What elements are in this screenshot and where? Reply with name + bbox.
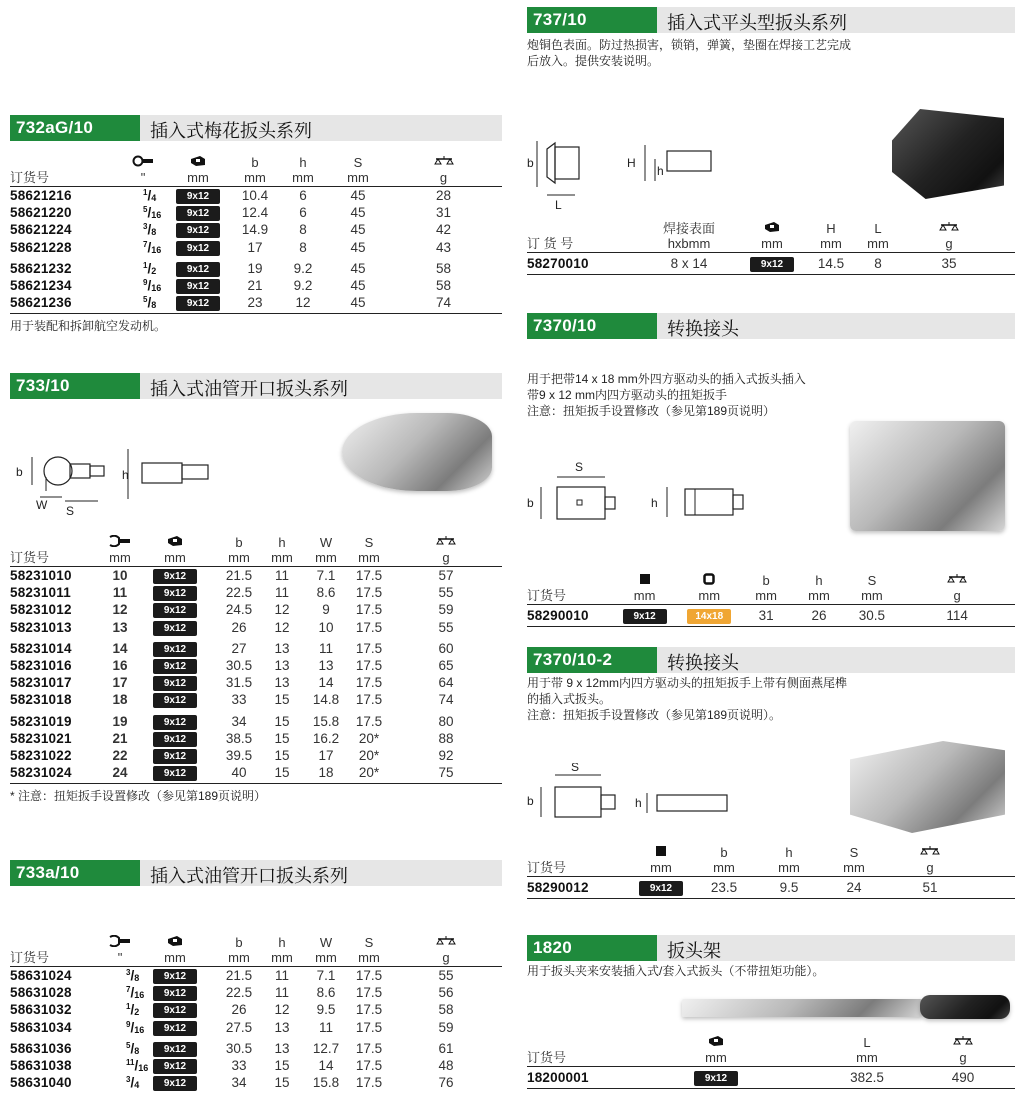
drive-size-badge: 9x12: [153, 1003, 197, 1018]
section-note: * 注意：扭矩扳手设置修改（参见第189页说明）: [10, 783, 502, 804]
table-row: 58231011 11 9x12 22.5 11 8.6 17.5 55: [10, 585, 454, 601]
table-row: 58231024 24 9x12 40 15 18 20* 75: [10, 765, 454, 781]
section-description: 用于带 9 x 12mm内四方驱动头的扭矩扳手上带有侧面燕尾榫 的插入式扳头。 注意：扭矩扳手设置修改（参见第189页说明）。: [527, 676, 848, 722]
drive-size-badge: 9x12: [153, 766, 197, 781]
scale-icon: [390, 535, 502, 550]
section-header: [10, 860, 502, 886]
drive-size-badge: 9x12: [176, 262, 220, 277]
drive-size-badge: 9x12: [153, 676, 197, 691]
table-body: [10, 967, 502, 1091]
drive-size-badge: 9x12: [176, 189, 220, 204]
size-fraction: $^1/_2$: [126, 1002, 140, 1018]
table-row: 58231010 10 9x12 21.5 11 7.1 17.5 57: [10, 568, 454, 584]
square-solid-icon: [609, 573, 680, 588]
size-fraction: $^{11}/_{16}$: [126, 1058, 149, 1074]
drive-size-badge: 9x12: [153, 715, 197, 730]
section-code: 7370/10-2: [527, 647, 657, 673]
table-header: 订 货 号 焊接表面 hxbmm mm H mm L mm g: [527, 217, 1015, 253]
section-title: 转换接头: [657, 313, 1015, 339]
product-figure: [527, 69, 1015, 217]
section-733: [10, 373, 502, 804]
drive-size-badge: 9x12: [153, 969, 197, 984]
section-header: [10, 115, 502, 141]
svg-text:W: W: [36, 498, 48, 512]
svg-text:h: h: [657, 164, 664, 178]
table-row: 58621234 $^9/_{16}$ 9x12 21 9.2 45 58: [10, 278, 452, 294]
size-fraction: $^7/_{16}$: [126, 985, 145, 1001]
size-fraction: $^3/_8$: [126, 968, 140, 984]
square-hollow-icon: [680, 573, 739, 588]
table-body: [10, 567, 502, 781]
product-photo: [850, 741, 1005, 833]
col-b: b mm: [244, 155, 266, 185]
table-header: 订货号 mm mm b mm h mm S mm g: [527, 569, 1015, 605]
product-photo: [850, 421, 1005, 531]
table-row: 58621220 $^5/_{16}$ 9x12 12.4 6 45 31: [10, 205, 452, 221]
schematic-diagram: [527, 137, 727, 217]
size-fraction: $^9/_{16}$: [143, 278, 162, 294]
section-code: 1820: [527, 935, 657, 961]
table-header: 订货号 mm L mm g: [527, 1031, 1015, 1067]
wrench-open-icon: [108, 935, 132, 950]
section-732ag: [10, 115, 502, 334]
schematic-diagram: [10, 429, 230, 529]
drive-size-badge: 9x12: [153, 1076, 197, 1091]
table-row: 58231013 13 9x12 26 12 10 17.5 55: [10, 619, 454, 635]
table-row: 58631034 $^9/_{16}$ 9x12 27.5 13 11 17.5 59: [10, 1019, 454, 1035]
drive-size-badge: 9x12: [153, 749, 197, 764]
table-row: 58631036 $^5/_8$ 9x12 30.5 13 12.7 17.5 61: [10, 1040, 454, 1056]
svg-text:h: h: [122, 468, 129, 482]
section-title: 扳头架: [657, 935, 1015, 961]
section-733a: [10, 860, 502, 1091]
scale-icon: [887, 845, 973, 860]
drive-size-badge: 9x12: [176, 206, 220, 221]
table-row: 58621232 $^1/_2$ 9x12 19 9.2 45 58: [10, 260, 452, 276]
size-fraction: $^3/_4$: [126, 1075, 140, 1091]
drive-size-badge: 9x12: [176, 241, 220, 256]
product-photo: [342, 413, 492, 491]
schematic-diagram: [527, 763, 757, 853]
section-code: 732aG/10: [10, 115, 140, 141]
size-fraction: $^5/_8$: [143, 295, 157, 311]
table-row: 58631032 $^1/_2$ 9x12 26 12 9.5 17.5 58: [10, 1002, 454, 1018]
section-header: [527, 7, 1015, 33]
size-fraction: $^7/_{16}$: [143, 239, 162, 255]
svg-text:S: S: [66, 504, 75, 518]
col-key: ": [125, 155, 161, 185]
table-row: 18200001 9x12 382.5 490: [527, 1067, 1015, 1089]
col-S: S mm: [347, 155, 369, 185]
svg-text:b: b: [527, 496, 534, 510]
schematic-diagram: [527, 459, 757, 559]
section-header: [527, 313, 1015, 339]
drive-size-badge: 9x12: [153, 621, 197, 636]
table-row: 58231016 16 9x12 30.5 13 13 17.5 65: [10, 658, 454, 674]
section-title: 插入式梅花扳头系列: [140, 115, 502, 141]
drive-size-badge: 9x12: [153, 569, 197, 584]
svg-text:S: S: [571, 763, 580, 774]
table-header: [10, 149, 502, 187]
section-7370-2: [527, 647, 1015, 899]
section-737: [527, 7, 1015, 275]
svg-text:S: S: [575, 460, 584, 474]
svg-text:b: b: [16, 465, 23, 479]
table-row: 58631038 $^{11}/_{16}$ 9x12 33 15 14 17.5 48: [10, 1058, 454, 1074]
section-description: 用于把带14 x 18 mm外四方驱动头的插入式扳头插入 带9 x 12 mm内四方驱动头的扭矩扳手 注意：扭矩扳手设置修改（参见第189页说明）: [527, 372, 806, 418]
section-description: 炮铜色表面。防过热损害，锁销，弹簧，垫圈在焊接工艺完成 后放入。提供安装说明。: [527, 38, 852, 68]
section-title: 插入式油管开口扳头系列: [140, 860, 502, 886]
section-header: [10, 373, 502, 399]
square-drive-icon: [132, 535, 218, 550]
svg-text:b: b: [527, 156, 534, 170]
product-photo: [892, 109, 1004, 199]
table-row: 58631028 $^7/_{16}$ 9x12 22.5 11 8.6 17.5 56: [10, 985, 454, 1001]
product-photo: [682, 999, 922, 1017]
square-drive-icon: [161, 155, 235, 170]
size-fraction: $^5/_{16}$: [143, 205, 162, 221]
square-drive-icon: [631, 1035, 801, 1050]
size-fraction: $^1/_4$: [143, 188, 157, 204]
drive-size-badge: 9x12: [153, 659, 197, 674]
col-order: 订货号: [10, 170, 50, 185]
section-description: 用于扳头夹来安装插入式/套入式扳头（不带扭矩功能）。: [527, 964, 825, 978]
product-figure: [527, 979, 1015, 1031]
drive-size-badge: 9x12: [153, 642, 197, 657]
section-code: 733a/10: [10, 860, 140, 886]
drive-size-badge: 9x12: [153, 1059, 197, 1074]
table-row: 58621216 $^1/_4$ 9x12 10.4 6 45 28: [10, 188, 452, 204]
table-row: 58290010 9x12 14x18 31 26 30.5 114: [527, 605, 1015, 627]
product-figure: [527, 419, 1015, 569]
svg-text:L: L: [555, 198, 562, 212]
wrench-open-icon: [108, 535, 132, 550]
svg-text:h: h: [635, 796, 642, 810]
table-row: 58231014 14 9x12 27 13 11 17.5 60: [10, 640, 454, 656]
svg-text:b: b: [527, 794, 534, 808]
table-row: 58231017 17 9x12 31.5 13 14 17.5 64: [10, 675, 454, 691]
drive-size-badge: 9x12: [153, 1042, 197, 1057]
svg-text:h: h: [651, 496, 658, 510]
product-photo-grip: [920, 995, 1010, 1019]
col-square: mm: [161, 155, 235, 185]
table-row: 58631040 $^3/_4$ 9x12 34 15 15.8 17.5 76: [10, 1075, 454, 1091]
col-h: h mm: [292, 155, 314, 185]
size-fraction: $^1/_2$: [143, 260, 157, 276]
product-figure: [10, 399, 502, 525]
drive-size-badge: 9x12: [176, 279, 220, 294]
section-title: 转换接头: [657, 647, 1015, 673]
drive-size-badge: 9x12: [153, 586, 197, 601]
table-header: 订货号 mm mm b mm h mm W mm S mm g: [10, 525, 502, 567]
scale-icon: [385, 155, 502, 170]
table-row: 58231018 18 9x12 33 15 14.8 17.5 74: [10, 692, 454, 708]
scale-icon: [933, 1035, 993, 1050]
size-fraction: $^9/_{16}$: [126, 1019, 145, 1035]
drive-size-badge: 9x12: [176, 223, 220, 238]
scale-icon: [899, 221, 999, 236]
square-drive-icon: [739, 221, 805, 236]
drive-size-badge: 9x12: [153, 986, 197, 1001]
drive-size-badge: 9x12: [153, 732, 197, 747]
scale-icon: [390, 935, 502, 950]
table-row: 58231019 19 9x12 34 15 15.8 17.5 80: [10, 713, 454, 729]
svg-text:H: H: [627, 156, 636, 170]
section-note: 用于装配和拆卸航空发动机。: [10, 313, 502, 334]
table-header: 订货号 " mm b mm h mm W mm S mm g: [10, 931, 502, 967]
product-figure: [527, 723, 1015, 841]
table-row: 58231022 22 9x12 39.5 15 17 20* 92: [10, 747, 454, 763]
table-row: 58231012 12 9x12 24.5 12 9 17.5 59: [10, 602, 454, 618]
section-title: 插入式油管开口扳头系列: [140, 373, 502, 399]
table-row: 58621236 $^5/_8$ 9x12 23 12 45 74: [10, 295, 452, 311]
section-code: 7370/10: [527, 313, 657, 339]
section-header: [527, 647, 1015, 673]
table-row: 58621228 $^7/_{16}$ 9x12 17 8 45 43: [10, 239, 452, 255]
section-code: 737/10: [527, 7, 657, 33]
table-row: 58621224 $^3/_8$ 9x12 14.9 8 45 42: [10, 222, 452, 238]
square-drive-icon: [132, 935, 218, 950]
size-fraction: $^3/_8$: [143, 222, 157, 238]
section-title: 插入式平头型扳头系列: [657, 7, 1015, 33]
section-1820: [527, 935, 1015, 1089]
scale-icon: [899, 573, 1015, 588]
table-row: 58231021 21 9x12 38.5 15 16.2 20* 88: [10, 730, 454, 746]
table-row: 58631024 $^3/_8$ 9x12 21.5 11 7.1 17.5 55: [10, 968, 454, 984]
drive-size-badge: 9x12: [153, 1021, 197, 1036]
drive-size-badge: 9x12: [153, 693, 197, 708]
section-code: 733/10: [10, 373, 140, 399]
section-header: [527, 935, 1015, 961]
section-7370: [527, 313, 1015, 627]
drive-size-badge: 9x12: [153, 603, 197, 618]
table-body: [10, 187, 502, 311]
table-header: 订货号 mm b mm h mm S mm g: [527, 841, 1015, 877]
size-fraction: $^5/_8$: [126, 1040, 140, 1056]
table-row: 58270010 8 x 14 9x12 14.5 8 35: [527, 253, 1015, 275]
wrench-ring-icon: [125, 155, 161, 170]
drive-size-badge: 9x12: [176, 296, 220, 311]
table-row: 58290012 9x12 23.5 9.5 24 51: [527, 877, 1015, 899]
col-weight: g: [385, 155, 502, 185]
